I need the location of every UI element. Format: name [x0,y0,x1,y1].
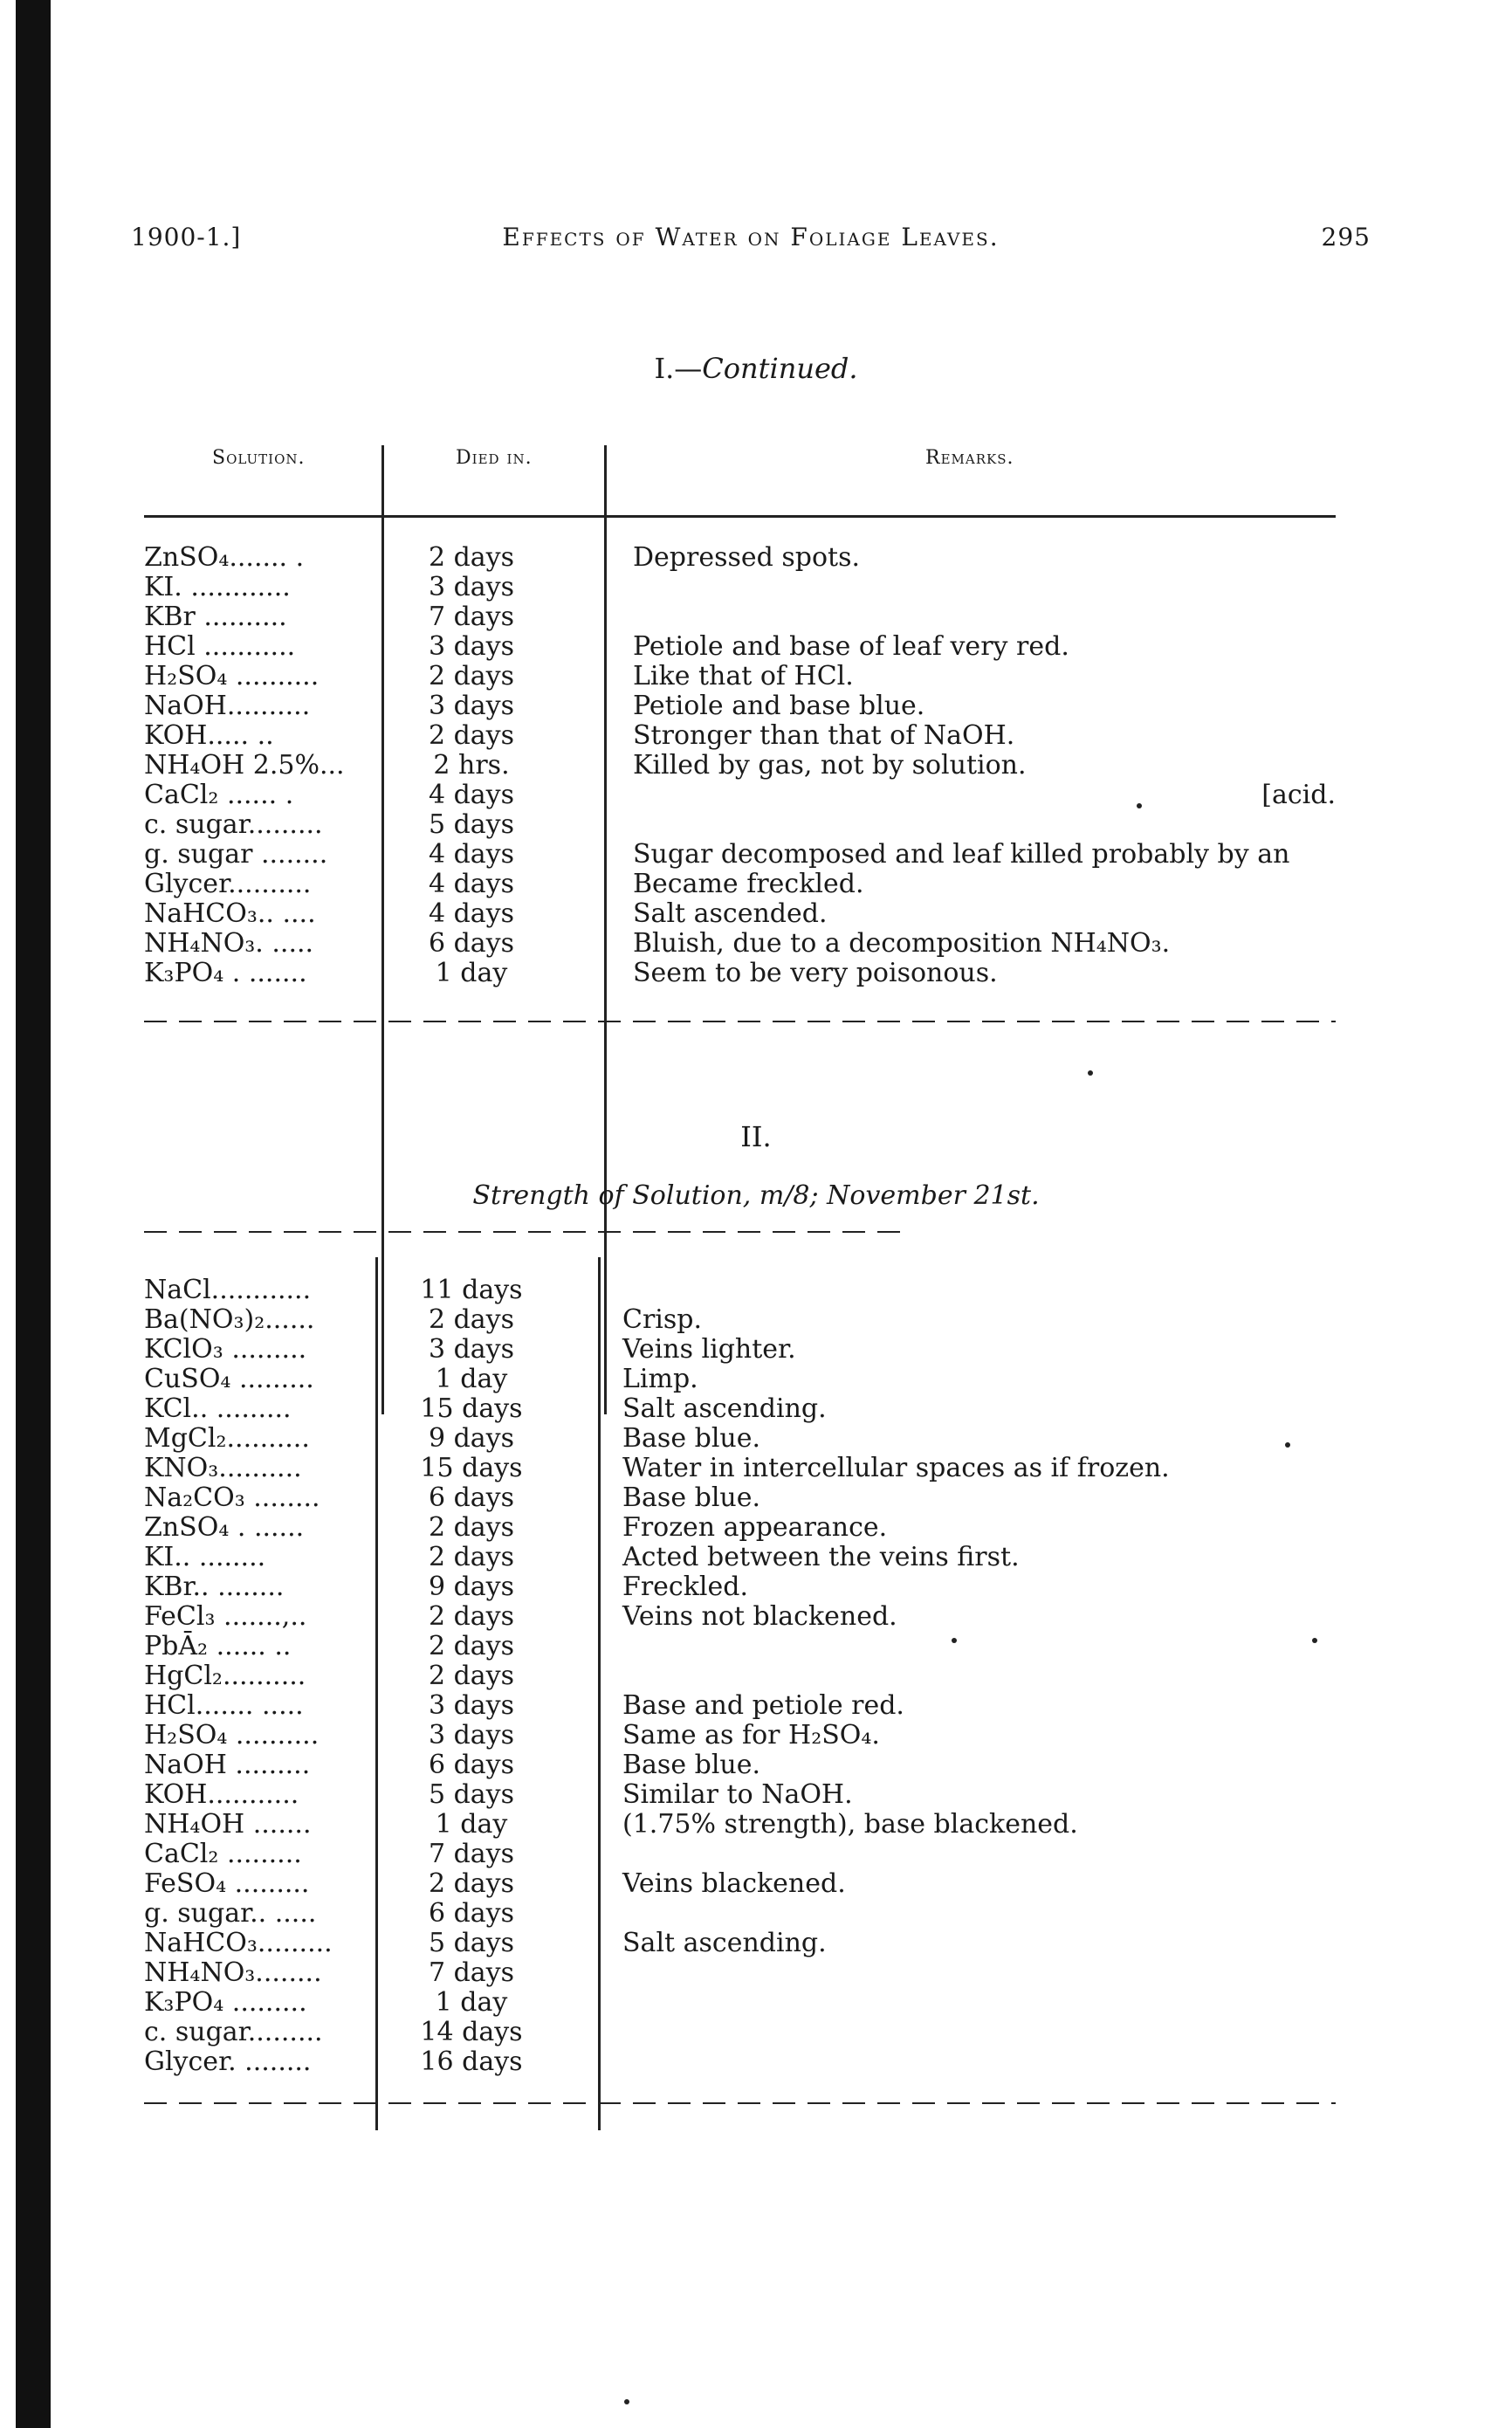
solution-cell: H₂SO₄ .......... [144,661,320,691]
table1-title-suffix: Continued. [702,352,858,385]
died-in-cell: 4 days [428,780,515,810]
solution-cell: KOH........... [144,1779,299,1810]
died-in-cell: 14 days [420,2017,523,2047]
remarks-cell: Frozen appearance. [622,1512,888,1543]
table-row [144,1809,1336,1839]
table-row [144,1690,1336,1720]
solution-cell: K₃PO₄ ......... [144,1987,307,2018]
remarks-cell: Salt ascended. [633,898,828,929]
table-row [144,1275,1336,1304]
died-in-cell: 2 days [428,542,515,573]
table-row [144,780,1336,809]
remarks-cell: Killed by gas, not by solution. [633,750,1027,781]
remarks-cell: Depressed spots. [633,542,861,573]
table-row [144,750,1336,780]
died-in-cell: 9 days [428,1423,515,1454]
solution-cell: NH₄OH ....... [144,1809,312,1840]
table-row [144,1928,1336,1957]
table-row [144,1572,1336,1601]
died-in-cell: 3 days [428,1720,515,1750]
solution-cell: Glycer. ........ [144,2046,312,2077]
solution-cell: g. sugar ........ [144,839,328,870]
died-in-cell: 2 days [428,661,515,691]
table-row [144,1482,1336,1512]
remarks-cell: Bluish, due to a decomposition NH₄NO₃. [633,928,1171,959]
solution-cell: KI. ............ [144,572,291,602]
died-in-cell: 6 days [428,1750,515,1780]
solution-cell: HCl ........... [144,631,296,662]
table-row [144,958,1336,987]
died-in-cell: 11 days [420,1275,523,1305]
died-in-cell: 3 days [428,631,515,662]
table-row [144,1364,1336,1393]
solution-cell: CaCl₂ ...... . [144,780,294,810]
died-in-cell: 4 days [428,898,515,929]
header-remarks: Remarks. [925,447,1014,469]
table-row [144,1868,1336,1898]
died-in-cell: 15 days [420,1453,523,1483]
solution-cell: NH₄OH 2.5%... [144,750,345,781]
solution-cell: NaCl............ [144,1275,312,1305]
table-row [144,1393,1336,1423]
solution-cell: MgCl₂.......... [144,1423,310,1454]
solution-cell: KNO₃.......... [144,1453,302,1483]
solution-cell: KI.. ........ [144,1542,266,1572]
died-in-cell: 5 days [428,809,515,840]
died-in-cell: 5 days [428,1779,515,1810]
died-in-cell: 3 days [428,572,515,602]
table2-body [144,1233,1336,2076]
solution-cell: CaCl₂ ......... [144,1839,302,1869]
solution-cell: Ba(NO₃)₂...... [144,1304,315,1335]
speck [952,1638,957,1643]
header-volume-year: 1900-1.] [131,223,242,251]
table-row [144,1898,1336,1928]
table-row [144,1839,1336,1868]
table2-bottom-rule [144,2102,1336,2104]
died-in-cell: 1 day [435,958,508,988]
remarks-cell: Salt ascending. [622,1393,827,1424]
header-title: Effects of Water on Foliage Leaves. [502,223,1000,251]
solution-cell: c. sugar......... [144,2017,323,2047]
table2 [144,1231,1336,2104]
remarks-cell: Petiole and base blue. [633,691,925,721]
died-in-cell: 6 days [428,1482,515,1513]
remarks-cell: Limp. [622,1364,698,1394]
remarks-cell: Base blue. [622,1482,761,1513]
remarks-cell: Base blue. [622,1423,761,1454]
table-row [144,542,1336,572]
speck [1088,1070,1093,1076]
died-in-cell: 15 days [420,1393,523,1424]
died-in-cell: 1 day [435,1987,508,2018]
table-row [144,1661,1336,1690]
table-row [144,1542,1336,1572]
running-header [131,223,1371,266]
solution-cell: NaOH ......... [144,1750,311,1780]
died-in-cell: 6 days [428,928,515,959]
remarks-cell: Sugar decomposed and leaf killed probably by an [633,839,1290,870]
solution-cell: NH₄NO₃........ [144,1957,322,1988]
remarks-cell: Base and petiole red. [622,1690,904,1721]
died-in-cell: 2 days [428,720,515,751]
table-row [144,1957,1336,1987]
solution-cell: KBr.. ........ [144,1572,285,1602]
died-in-cell: 7 days [428,1839,515,1869]
remarks-cell: Freckled. [622,1572,748,1602]
remarks-cell: Veins blackened. [622,1868,846,1899]
remarks-cell: Base blue. [622,1750,761,1780]
table-row [144,1304,1336,1334]
died-in-cell: 5 days [428,1928,515,1958]
remarks-cell: Acted between the veins first. [622,1542,1020,1572]
table-row [144,2046,1336,2076]
solution-cell: c. sugar......... [144,809,323,840]
table-row [144,1453,1336,1482]
remarks-cell: Crisp. [622,1304,703,1335]
table-row [144,1423,1336,1453]
speck [1137,803,1142,808]
table-row [144,1987,1336,2017]
died-in-cell: 2 days [428,1631,515,1661]
solution-cell: Glycer.......... [144,869,312,899]
table-row [144,1720,1336,1750]
remarks-cell: Petiole and base of leaf very red. [633,631,1069,662]
table-row [144,839,1336,869]
solution-cell: NaHCO₃......... [144,1928,333,1958]
remarks-cell: Veins not blackened. [622,1601,897,1632]
solution-cell: HCl....... ..... [144,1690,304,1721]
speck [1312,1638,1317,1643]
died-in-cell: 3 days [428,1690,515,1721]
table1-body [144,518,1336,987]
solution-cell: NaOH.......... [144,691,311,721]
table-row [144,1779,1336,1809]
died-in-cell: 1 day [435,1809,508,1840]
died-in-cell: 3 days [428,1334,515,1365]
table-row [144,1750,1336,1779]
page-number: 295 [1321,223,1371,251]
table-row [144,928,1336,958]
speck [1285,1442,1290,1448]
died-in-cell: 7 days [428,602,515,632]
table-row [144,1631,1336,1661]
solution-cell: FeSO₄ ......... [144,1868,310,1899]
died-in-cell: 4 days [428,839,515,870]
table1 [144,410,1336,1022]
died-in-cell: 6 days [428,1898,515,1929]
table-row [144,631,1336,661]
remarks-cell: Water in intercellular spaces as if frozen. [622,1453,1170,1483]
died-in-cell: 3 days [428,691,515,721]
remarks-cell: Veins lighter. [622,1334,796,1365]
solution-cell: PbĀ₂ ...... .. [144,1631,292,1661]
solution-cell: KClO₃ ......... [144,1334,307,1365]
died-in-cell: 2 hrs. [433,750,510,781]
solution-cell: KCl.. ......... [144,1393,292,1424]
remarks-cell: Similar to NaOH. [622,1779,853,1810]
died-in-cell: 2 days [428,1661,515,1691]
table-row [144,720,1336,750]
died-in-cell: 2 days [428,1304,515,1335]
table-row [144,1601,1336,1631]
died-in-cell: 9 days [428,1572,515,1602]
solution-cell: KBr .......... [144,602,287,632]
header-solution: Solution. [212,447,306,469]
died-in-cell: 2 days [428,1512,515,1543]
solution-cell: H₂SO₄ .......... [144,1720,320,1750]
table-row [144,869,1336,898]
table1-title-prefix: I.— [654,352,703,385]
solution-cell: g. sugar.. ..... [144,1898,317,1929]
solution-cell: Na₂CO₃ ........ [144,1482,320,1513]
remarks-cell: Salt ascending. [622,1928,827,1958]
died-in-cell: 16 days [420,2046,523,2077]
table1-title [0,352,1512,385]
remarks-cell: Like that of HCl. [633,661,854,691]
table-row [144,2017,1336,2046]
remarks-continuation-note: [acid. [1261,780,1336,810]
remarks-cell: Stronger than that of NaOH. [633,720,1015,751]
died-in-cell: 2 days [428,1601,515,1632]
solution-cell: ZnSO₄....... . [144,542,305,573]
solution-cell: FeCl₃ .......,.. [144,1601,307,1632]
table-row [144,661,1336,691]
remarks-cell: Became freckled. [633,869,864,899]
solution-cell: CuSO₄ ......... [144,1364,314,1394]
table2-title: II. [740,1120,772,1153]
remarks-cell: Same as for H₂SO₄. [622,1720,880,1750]
table-row [144,1334,1336,1364]
table-row [144,898,1336,928]
table-row [144,1512,1336,1542]
solution-cell: NaHCO₃.. .... [144,898,316,929]
table1-bottom-rule [144,1021,1336,1022]
died-in-cell: 4 days [428,869,515,899]
remarks-cell: Seem to be very poisonous. [633,958,998,988]
table-row [144,602,1336,631]
solution-cell: KOH..... .. [144,720,274,751]
solution-cell: K₃PO₄ . ....... [144,958,307,988]
solution-cell: HgCl₂.......... [144,1661,306,1691]
header-died-in: Died in. [456,447,533,469]
table-row [144,691,1336,720]
table-row [144,809,1336,839]
remarks-cell: (1.75% strength), base blackened. [622,1809,1078,1840]
table2-subtitle: Strength of Solution, m/8; November 21st. [472,1180,1040,1211]
solution-cell: NH₄NO₃. ..... [144,928,314,959]
died-in-cell: 2 days [428,1868,515,1899]
died-in-cell: 1 day [435,1364,508,1394]
table-row [144,572,1336,602]
speck [624,2399,629,2404]
died-in-cell: 2 days [428,1542,515,1572]
solution-cell: ZnSO₄ . ...... [144,1512,305,1543]
table1-header-row [144,410,1336,515]
died-in-cell: 7 days [428,1957,515,1988]
